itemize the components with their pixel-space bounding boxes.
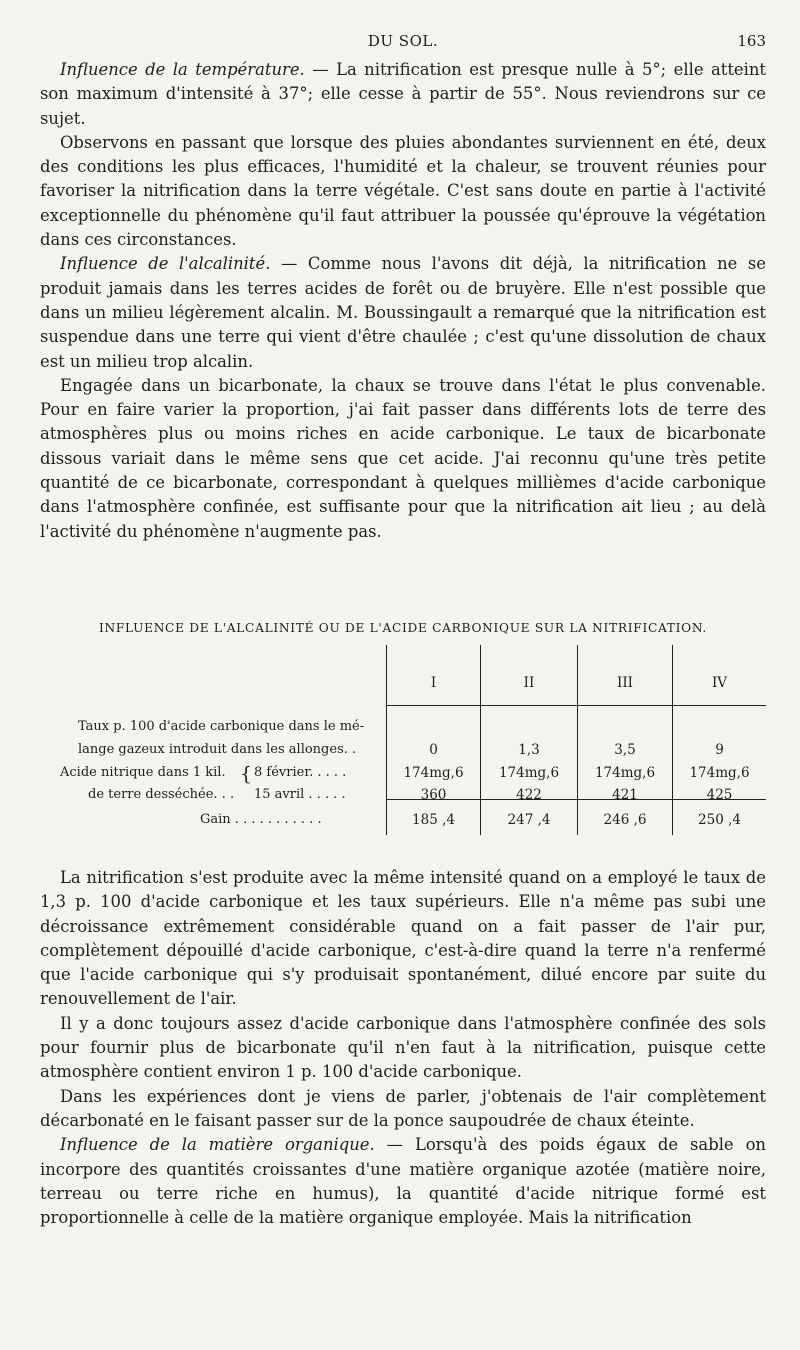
table-cell: 422 xyxy=(516,787,542,803)
column-rule xyxy=(386,645,387,835)
header-rule xyxy=(386,705,766,706)
table-cell: 250 ,4 xyxy=(698,812,741,828)
paragraph-rain: Observons en passant que lorsque des pluies abondantes surviennent en été, deux des conditions les plus efficaces, l'humidité et la chaleur, se trouvent réunies pour favoriser la nitrification dans la terre végétale. C'est sans doute en partie à l'activité exceptionnelle du phénomène qu'il faut attribuer la poussée qu'éprouve la végétation dans ces circonstances. xyxy=(40,132,766,250)
data-table xyxy=(50,645,766,835)
table-cell: 174mg,6 xyxy=(594,765,656,781)
column-header: III xyxy=(617,675,633,691)
row-label: Acide nitrique dans 1 kil. xyxy=(60,765,226,780)
table-cell: 174mg,6 xyxy=(689,765,750,781)
row-label: de terre desséchée. . . xyxy=(88,787,235,802)
column-header: IV xyxy=(711,675,728,691)
page-header xyxy=(40,32,766,52)
paragraph-always: Il y a donc toujours assez d'acide carbonique dans l'atmosphère confinée des sols pour fournir plus de bicarbonate qu'il n'en faut à la nitrification, puisque cette atmosphère contient environ 1 p. 100 d'acide carbonique. xyxy=(40,1013,766,1082)
table-cell: 425 xyxy=(706,787,733,803)
table-cell: 247 ,4 xyxy=(507,812,551,828)
page-number: 163 xyxy=(737,32,766,50)
column-rule xyxy=(577,645,578,835)
column-rule xyxy=(480,645,481,835)
table-title: INFLUENCE DE L'ALCALINITÉ OU DE L'ACIDE CARBONIQUE SUR LA NITRIFICATION. xyxy=(98,621,708,635)
column-header: II xyxy=(523,675,535,691)
brace-glyph: { xyxy=(240,763,253,785)
table-cell: 421 xyxy=(612,787,638,803)
row-sublabel: 8 février. . . . . xyxy=(254,765,347,780)
running-title: DU SOL. xyxy=(367,32,439,50)
table-cell: 246 ,6 xyxy=(603,812,647,828)
paragraph-temperature xyxy=(40,58,766,131)
row-label: Gain . . . . . . . . . . . xyxy=(200,812,322,827)
row-label: Taux p. 100 d'acide carbonique dans le mé- xyxy=(78,719,365,734)
paragraph-text: — La nitrification est presque nulle à 5°; elle atteint son maximum d'intensité à 37°; elle cesse à partir de 55°. Nous reviendrons sur ce sujet. xyxy=(40,60,767,128)
table-cell: 360 xyxy=(420,787,447,803)
paragraph-bicarbonate: Engagée dans un bicarbonate, la chaux se trouve dans l'état le plus convenable. Pour en faire varier la proportion, j'ai fait passer dans différents lots de terre des atmosphères plus ou moins riches en acide carbonique. Le taux de bicarbonate dissous variait dans le même sens que cet acide. J'ai reconnu qu'une très petite quantité de ce bicarbonate, correspondant à quelques millièmes d'acide carbonique dans l'atmosphère confinée, est suffisante pour que la nitrification ait lieu ; au delà l'activité du phénomène n'augmente pas. xyxy=(40,375,766,541)
table-cell: 1,3 xyxy=(518,742,540,758)
paragraph-experiments: Dans les expériences dont je viens de parler, j'obtenais de l'air complètement décarbonaté en le faisant passer sur de la ponce saupoudrée de chaux éteinte. xyxy=(40,1086,766,1130)
column-rule xyxy=(672,645,673,835)
paragraph-alcalinity xyxy=(40,252,766,373)
table-cell: 174mg,6 xyxy=(498,765,560,781)
paragraph-text: — Comme nous l'avons dit déjà, la nitrification ne se produit jamais dans les terres acides de forêt ou de bruyère. Elle n'est possible que dans un milieu légèrement alcalin. M. Boussingault a remarqué que la nitrification est suspendue dans une terre qui vient d'être chaulée ; c'est qu'une dissolution de chaux est un milieu trop alcalin. xyxy=(40,254,766,371)
paragraph-text: — Lorsqu'à des poids égaux de sable on incorpore des quantités croissantes d'une matière organique azotée (matière noire, terreau ou terre riche en humus), la quantité d'acide nitrique formé est proportionnelle à celle de la matière organique employée. Mais la nitrification xyxy=(40,1135,766,1228)
column-header: I xyxy=(430,675,437,691)
table-cell: 185 ,4 xyxy=(412,812,455,828)
section-heading: Influence de l'alcalinité. xyxy=(60,254,271,274)
section-heading: Influence de la température. xyxy=(60,60,305,79)
table-cell: 0 xyxy=(429,742,438,758)
body-text-lower xyxy=(40,866,766,1230)
body-text-upper xyxy=(40,58,766,544)
section-heading: Influence de la matière organique. xyxy=(60,1135,375,1155)
paragraph-intensity: La nitrification s'est produite avec la même intensité quand on a employé le taux de 1,3 p. 100 d'acide carbonique et les taux supérieurs. Elle n'a même pas subi une décroissance extrêmement considérable quand on a fait passer de l'air pur, complètement dépouillé d'acide carbonique, c'est-à-dire quand la terre n'a renfermé que l'acide carbonique qui s'y produisait spontanément, dilué encore par suite du renouvellement de l'air. xyxy=(40,868,766,1009)
row-sublabel: 15 avril . . . . . xyxy=(254,787,346,802)
table-cell: 9 xyxy=(715,742,724,758)
table-cell: 3,5 xyxy=(614,742,636,758)
row-label: lange gazeux introduit dans les allonges. . xyxy=(78,742,357,757)
paragraph-organic xyxy=(40,1133,766,1230)
table-cell: 174mg,6 xyxy=(403,765,464,781)
